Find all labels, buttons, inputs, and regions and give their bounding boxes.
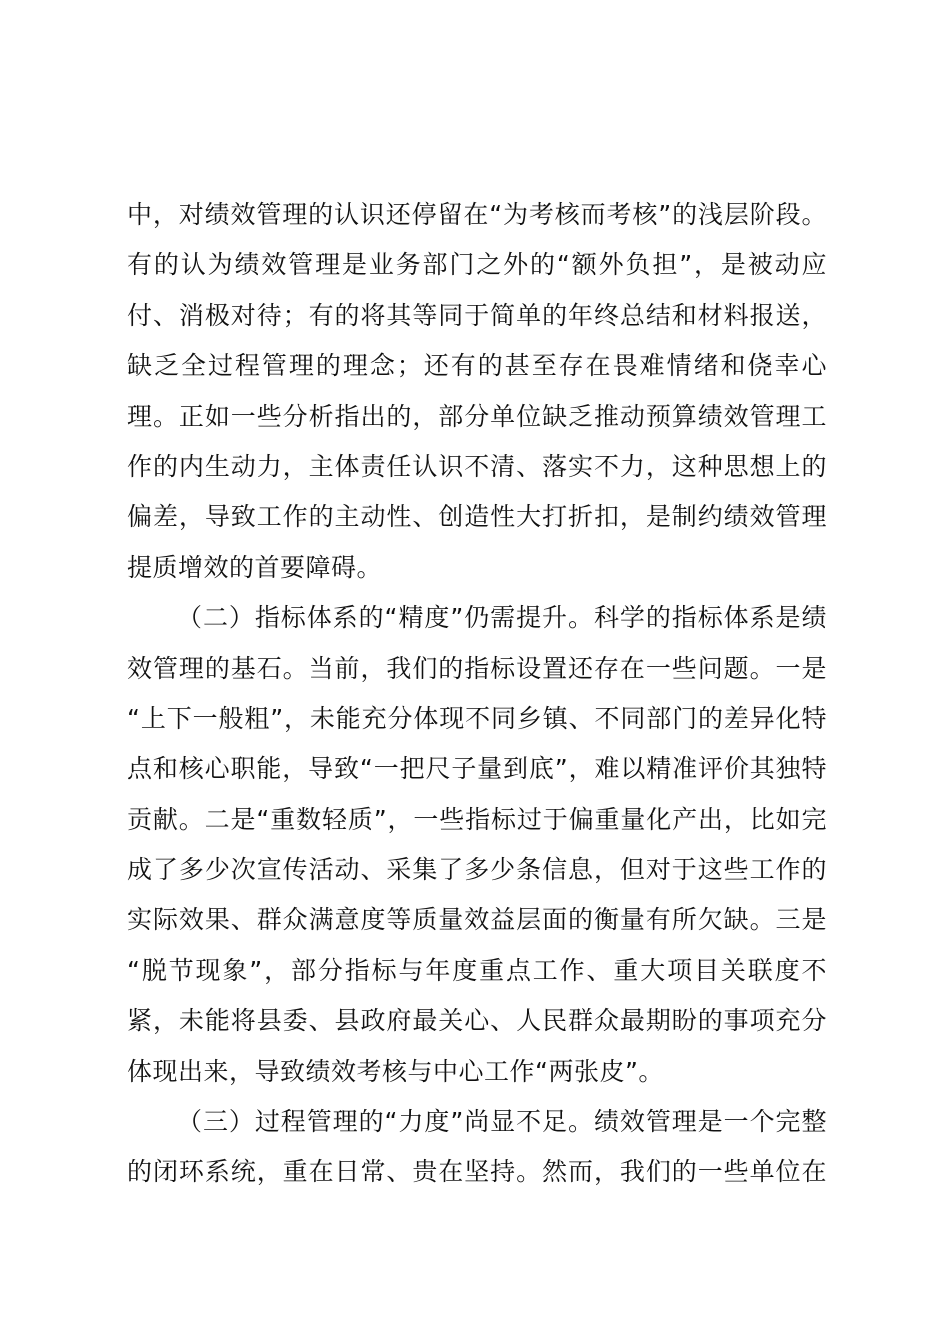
text-line: 实际效果、群众满意度等质量效益层面的衡量有所欠缺。三是 [127,905,827,935]
paragraph-2 [127,593,827,1097]
text-line: 作的内生动力，主体责任认识不清、落实不力，这种思想上的 [127,451,827,481]
paragraph-3 [127,1097,827,1198]
body-text [127,190,827,1198]
text-line: 成了多少次宣传活动、采集了多少条信息，但对于这些工作的 [127,855,827,885]
text-line: 的闭环系统，重在日常、贵在坚持。然而，我们的一些单位在 [127,1157,827,1187]
text-line: （三）过程管理的“力度”尚显不足。绩效管理是一个完整 [177,1107,827,1137]
text-line: 缺乏全过程管理的理念；还有的甚至存在畏难情绪和侥幸心 [127,351,827,381]
text-line: 效管理的基石。当前，我们的指标设置还存在一些问题。一是 [127,653,827,683]
text-line: 提质增效的首要障碍。 [127,552,383,582]
text-line: 体现出来，导致绩效考核与中心工作“两张皮”。 [127,1056,664,1086]
text-line: 偏差，导致工作的主动性、创造性大打折扣，是制约绩效管理 [127,502,827,532]
text-line: 点和核心职能，导致“一把尺子量到底”，难以精准评价其独特 [127,754,827,784]
text-line: 理。正如一些分析指出的，部分单位缺乏推动预算绩效管理工 [127,401,827,431]
text-line: 有的认为绩效管理是业务部门之外的“额外负担”，是被动应 [127,250,827,280]
text-line: “上下一般粗”，未能充分体现不同乡镇、不同部门的差异化特 [127,703,827,733]
text-line: （二）指标体系的“精度”仍需提升。科学的指标体系是绩 [177,603,827,633]
text-line: “脱节现象”，部分指标与年度重点工作、重大项目关联度不 [127,955,827,985]
text-line: 付、消极对待；有的将其等同于简单的年终总结和材料报送， [127,300,827,330]
paragraph-1 [127,190,827,593]
text-line: 贡献。二是“重数轻质”，一些指标过于偏重量化产出，比如完 [127,804,827,834]
text-line: 紧，未能将县委、县政府最关心、人民群众最期盼的事项充分 [127,1006,827,1036]
text-line: 中，对绩效管理的认识还停留在“为考核而考核”的浅层阶段。 [127,200,827,229]
